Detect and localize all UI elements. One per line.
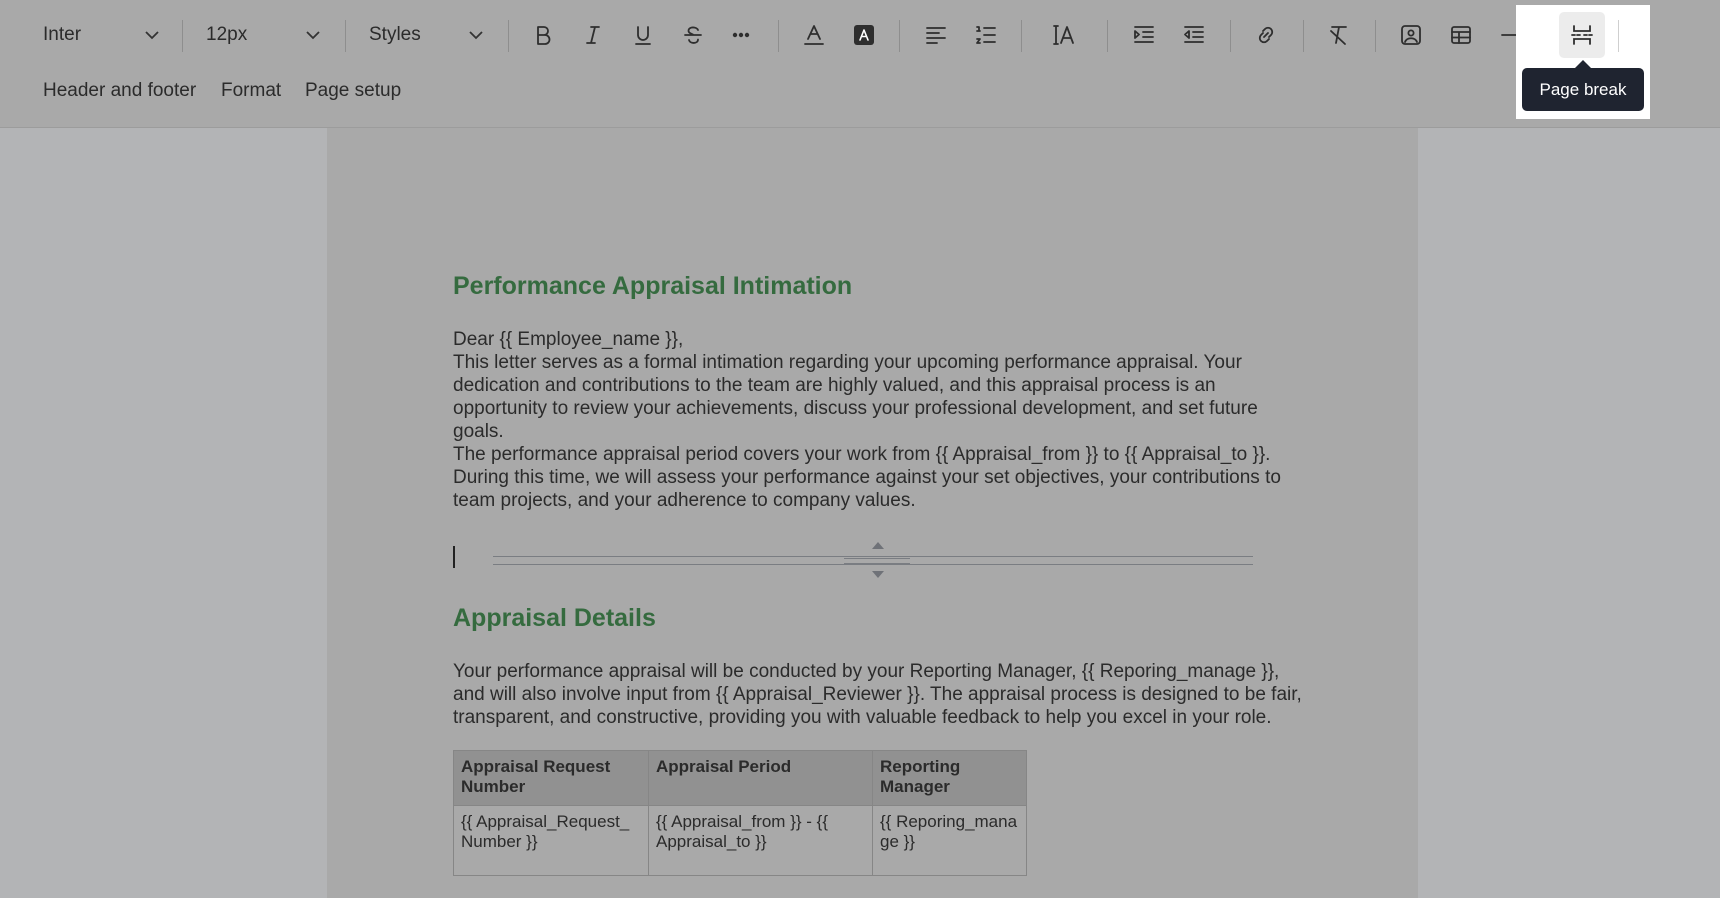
- font-family-dropdown[interactable]: [43, 14, 161, 56]
- font-family-value: Inter: [43, 24, 82, 45]
- table-icon: [1448, 22, 1474, 48]
- chevron-down-icon: [467, 26, 485, 44]
- image-icon: [1398, 22, 1424, 48]
- align-left-icon: [923, 22, 949, 48]
- page-break-line-bottom: [493, 564, 1253, 565]
- intro-text: [453, 328, 1303, 512]
- table-cell[interactable]: {{ Reporing_manage }}: [873, 806, 1027, 876]
- toolbar-row-formatting: [0, 0, 1720, 70]
- toolbar-divider: [1618, 20, 1619, 52]
- toolbar-divider: [1375, 20, 1376, 52]
- insert-table-button[interactable]: [1439, 14, 1483, 56]
- table-header-row: [454, 751, 1027, 806]
- table-header-cell[interactable]: Reporting Manager: [873, 751, 1027, 806]
- details-paragraph: Your performance appraisal will be conducted by your Reporting Manager, {{ Reporing_manage }}, and will also involve input from {{ Appraisal_Reviewer }}. The appraisal process is designed to be fair, transparent, and constructive, providing you with valuable feedback to help you excel in your role.: [453, 661, 1302, 728]
- text-color-button[interactable]: [792, 14, 836, 56]
- bold-button[interactable]: [521, 14, 565, 56]
- page-break-down-arrow-icon: [872, 571, 884, 578]
- document-page[interactable]: [327, 128, 1418, 898]
- intro-paragraph: This letter serves as a formal intimation regarding your upcoming performance appraisal. Your dedication and contributions to the team are highly valued, and this appraisal process is an opportunity to review your achievements, discuss your professional development, and set future goals.: [453, 352, 1258, 442]
- period-paragraph: The performance appraisal period covers your work from {{ Appraisal_from }} to {{ Appraisal_to }}. During this time, we will assess your performance against your set objectives, your contributions to team projects, and your adherence to company values.: [453, 444, 1281, 511]
- more-options-button[interactable]: [719, 14, 763, 56]
- font-size-value: 12px: [206, 24, 248, 45]
- text-size-icon: [1051, 22, 1077, 48]
- table-cell[interactable]: {{ Appraisal_Request_Number }}: [454, 806, 649, 876]
- toolbar-divider: [899, 20, 900, 52]
- editor-canvas: [0, 128, 1720, 898]
- text-cursor: [453, 546, 455, 568]
- table-cell[interactable]: {{ Appraisal_from }} - {{ Appraisal_to }}: [649, 806, 873, 876]
- chevron-down-icon: [143, 26, 161, 44]
- page-break-icon: [1569, 22, 1595, 48]
- toolbar-divider: [778, 20, 779, 52]
- table-header-cell[interactable]: Appraisal Request Number: [454, 751, 649, 806]
- font-size-dropdown[interactable]: [206, 14, 322, 56]
- page-break-button[interactable]: [1559, 12, 1605, 58]
- strikethrough-icon: [680, 22, 706, 48]
- page-break-marker[interactable]: [493, 542, 1253, 578]
- page-break-up-arrow-icon: [872, 542, 884, 549]
- toolbar-divider: [182, 20, 183, 52]
- more-dots-icon: [728, 22, 754, 48]
- list-button[interactable]: [964, 14, 1008, 56]
- menu-format[interactable]: Format: [221, 80, 282, 101]
- page-break-line-top: [493, 556, 1253, 557]
- align-left-button[interactable]: [914, 14, 958, 56]
- bold-icon: [530, 22, 556, 48]
- clear-formatting-icon: [1326, 22, 1352, 48]
- table-header-cell[interactable]: Appraisal Period: [649, 751, 873, 806]
- editor-toolbar: [0, 0, 1720, 128]
- greeting-paragraph: Dear {{ Employee_name }},: [453, 329, 684, 350]
- page-break-tooltip: Page break: [1522, 68, 1644, 111]
- link-icon: [1253, 22, 1279, 48]
- underline-icon: [630, 22, 656, 48]
- appraisal-table[interactable]: [453, 750, 1027, 876]
- numbered-list-icon: [973, 22, 999, 48]
- section-heading-appraisal-details: Appraisal Details: [453, 604, 656, 632]
- document-title: Performance Appraisal Intimation: [453, 272, 853, 300]
- toolbar-divider: [1230, 20, 1231, 52]
- clear-formatting-button[interactable]: [1317, 14, 1361, 56]
- styles-value: Styles: [369, 24, 421, 45]
- indent-button[interactable]: [1122, 14, 1166, 56]
- highlight-color-icon: [851, 22, 877, 48]
- indent-icon: [1131, 22, 1157, 48]
- outdent-button[interactable]: [1172, 14, 1216, 56]
- page-break-center-mark: [844, 558, 910, 564]
- toolbar-divider: [1021, 20, 1022, 52]
- outdent-icon: [1181, 22, 1207, 48]
- highlight-color-button[interactable]: [842, 14, 886, 56]
- toolbar-divider: [1107, 20, 1108, 52]
- styles-dropdown[interactable]: [369, 14, 485, 56]
- toolbar-divider: [1303, 20, 1304, 52]
- strikethrough-button[interactable]: [671, 14, 715, 56]
- table-row: [454, 806, 1027, 876]
- text-color-icon: [801, 22, 827, 48]
- tooltip-arrow: [1575, 60, 1591, 68]
- toolbar-divider: [345, 20, 346, 52]
- insert-image-button[interactable]: [1389, 14, 1433, 56]
- text-style-button[interactable]: [1042, 14, 1086, 56]
- menu-header-and-footer[interactable]: Header and footer: [43, 80, 197, 101]
- underline-button[interactable]: [621, 14, 665, 56]
- italic-icon: [580, 22, 606, 48]
- link-button[interactable]: [1244, 14, 1288, 56]
- details-text: [453, 660, 1303, 729]
- chevron-down-icon: [304, 26, 322, 44]
- menu-page-setup[interactable]: Page setup: [305, 80, 402, 101]
- italic-button[interactable]: [571, 14, 615, 56]
- toolbar-divider: [508, 20, 509, 52]
